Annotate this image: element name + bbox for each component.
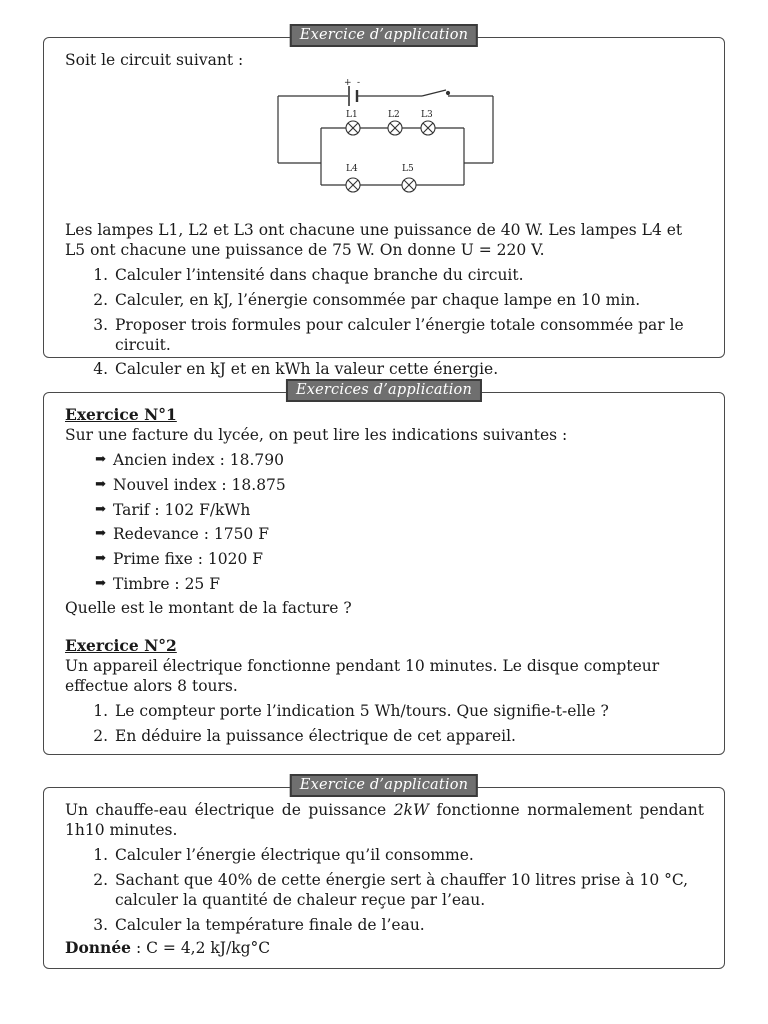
power-value: 2kW — [393, 801, 429, 819]
exercise-box-3 — [43, 777, 725, 969]
battery-minus-label: - — [357, 78, 361, 88]
list-item: ➡ Redevance : 1750 F — [65, 524, 704, 544]
list-item: 1. Calculer l’intensité dans chaque branche du circuit. — [93, 266, 524, 284]
arrow-icon: ➡ — [95, 526, 106, 542]
lamp-label-l4: L4 — [346, 164, 358, 174]
list-item: ➡ Ancien index : 18.790 — [65, 450, 704, 470]
exercise-1-question: Quelle est le montant de la facture ? — [65, 598, 352, 617]
exercise-box-2 — [43, 382, 725, 755]
list-item: 4. Calculer en kJ et en kWh la valeur cette énergie. — [93, 360, 499, 379]
list-item: 2. En déduire la puissance électrique de cet appareil. — [93, 726, 516, 745]
list-item: 1. Calculer l’énergie électrique qu’il consomme. — [93, 846, 474, 864]
given-data — [65, 938, 704, 958]
list-item: ➡ Timbre : 25 F — [65, 574, 704, 594]
problem-statement: Les lampes L1, L2 et L3 ont chacune une puissance de 40 W. Les lampes L4 et L5 ont chacune une puissance de 75 W. On donne U = 220 V. — [65, 221, 683, 259]
question-list — [65, 845, 704, 935]
list-item: 3. Proposer trois formules pour calculer l’énergie totale consommée par le circuit. — [93, 315, 684, 354]
box-title: Exercices d’application — [286, 379, 482, 402]
lamp-label-l2: L2 — [388, 110, 400, 120]
exercise-heading-2: Exercice N°2 — [65, 635, 177, 655]
list-item: ➡ Prime fixe : 1020 F — [65, 549, 704, 569]
box-title: Exercice d’application — [290, 774, 478, 797]
arrow-icon: ➡ — [95, 575, 106, 591]
battery-plus-label: + — [344, 78, 352, 88]
exercise-3-intro: Un chauffe-eau électrique de puissance 2kW fonctionne normalement pendant 1h10 minutes. — [65, 801, 704, 839]
arrow-icon: ➡ — [95, 476, 106, 492]
given-data-value: : C = 4,2 kJ/kg°C — [131, 939, 271, 958]
exercise-box-1 — [43, 27, 725, 379]
invoice-list — [65, 450, 704, 594]
list-item: 2. Calculer, en kJ, l’énergie consommée par chaque lampe en 10 min. — [93, 290, 641, 309]
box-title: Exercice d’application — [290, 24, 478, 47]
list-item: 2. Sachant que 40% de cette énergie sert à chauffer 10 litres prise à 10 °C, calculer la quantité de chaleur reçue par l’eau. — [93, 870, 689, 909]
list-item: ➡ Nouvel index : 18.875 — [65, 475, 704, 495]
circuit-diagram — [276, 76, 498, 196]
exercise-heading-1: Exercice N°1 — [65, 405, 177, 424]
list-item: 3. Calculer la température finale de l’eau. — [93, 915, 425, 934]
given-data-label: Donnée — [65, 938, 132, 958]
arrow-icon: ➡ — [95, 551, 106, 567]
list-item: ➡ Tarif : 102 F/kWh — [65, 500, 704, 520]
exercise-1-intro: Sur une facture du lycée, on peut lire les indications suivantes : — [65, 426, 568, 444]
question-list — [65, 265, 704, 379]
lamp-icon — [346, 121, 435, 192]
intro-text: Soit le circuit suivant : — [65, 51, 244, 69]
lamp-label-l5: L5 — [402, 164, 414, 174]
exercise-2-intro: Un appareil électrique fonctionne pendant 10 minutes. Le disque compteur effectue alors 8 tours. — [65, 656, 660, 695]
arrow-icon: ➡ — [95, 452, 106, 467]
question-list — [65, 701, 704, 746]
list-item: 1. Le compteur porte l’indication 5 Wh/tours. Que signifie-t-elle ? — [93, 701, 609, 720]
arrow-icon: ➡ — [95, 501, 106, 517]
lamp-label-l3: L3 — [421, 110, 433, 120]
lamp-label-l1: L1 — [346, 110, 358, 120]
